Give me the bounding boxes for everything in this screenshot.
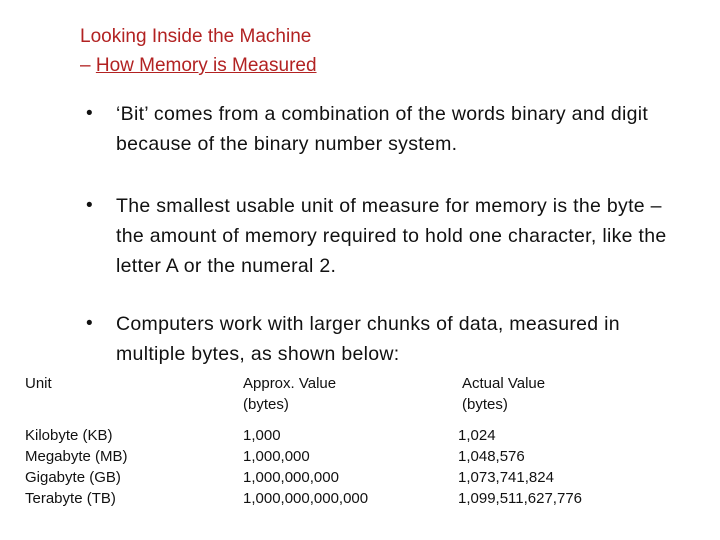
bullet-dot-icon: • [86,195,93,216]
actual-value-cell: 1,099,511,627,776 [458,490,583,507]
bullet-item-chunks [86,309,686,369]
approx-value-cell: 1,000,000,000,000 [243,490,369,507]
approx-value-cell: 1,000 [243,427,281,444]
bullet-dot-icon: • [86,103,93,124]
title-dash: – [80,55,96,76]
title-subtitle: How Memory is Measured [95,55,317,76]
bullet-list [86,99,686,369]
approx-value-cell: 1,000,000,000 [243,469,339,486]
actual-value-cell: 1,073,741,824 [458,469,554,486]
unit-cell: Gigabyte (GB) [25,469,121,486]
bullet-text: ‘Bit’ comes from a combination of the words binary and digit because of the binary number system. [116,103,649,155]
slide-title [80,22,500,80]
bullet-text: Computers work with larger chunks of data, measured in multiple bytes, as shown below: [116,313,620,365]
actual-value-cell: 1,024 [458,427,496,444]
unit-cell: Terabyte (TB) [25,490,116,507]
approx-value-header: Approx. Value (bytes) [243,375,337,413]
title-line-1: Looking Inside the Machine [80,26,312,47]
bullet-text: The smallest usable unit of measure for memory is the byte – the amount of memory required to hold one character, like the letter A or the numeral 2. [116,195,667,277]
unit-cell: Kilobyte (KB) [25,427,113,444]
approx-value-column [243,373,443,509]
unit-header: Unit [25,375,52,392]
actual-value-cell: 1,048,576 [458,448,525,465]
actual-value-header: Actual Value (bytes) [462,375,546,413]
actual-value-column [458,373,678,509]
bullet-item-byte [86,191,686,281]
unit-cell: Megabyte (MB) [25,448,128,465]
title-line-2 [80,51,500,80]
bullet-item-bit [86,99,686,159]
bullet-dot-icon: • [86,313,93,334]
approx-value-cell: 1,000,000 [243,448,310,465]
unit-column [25,373,225,509]
